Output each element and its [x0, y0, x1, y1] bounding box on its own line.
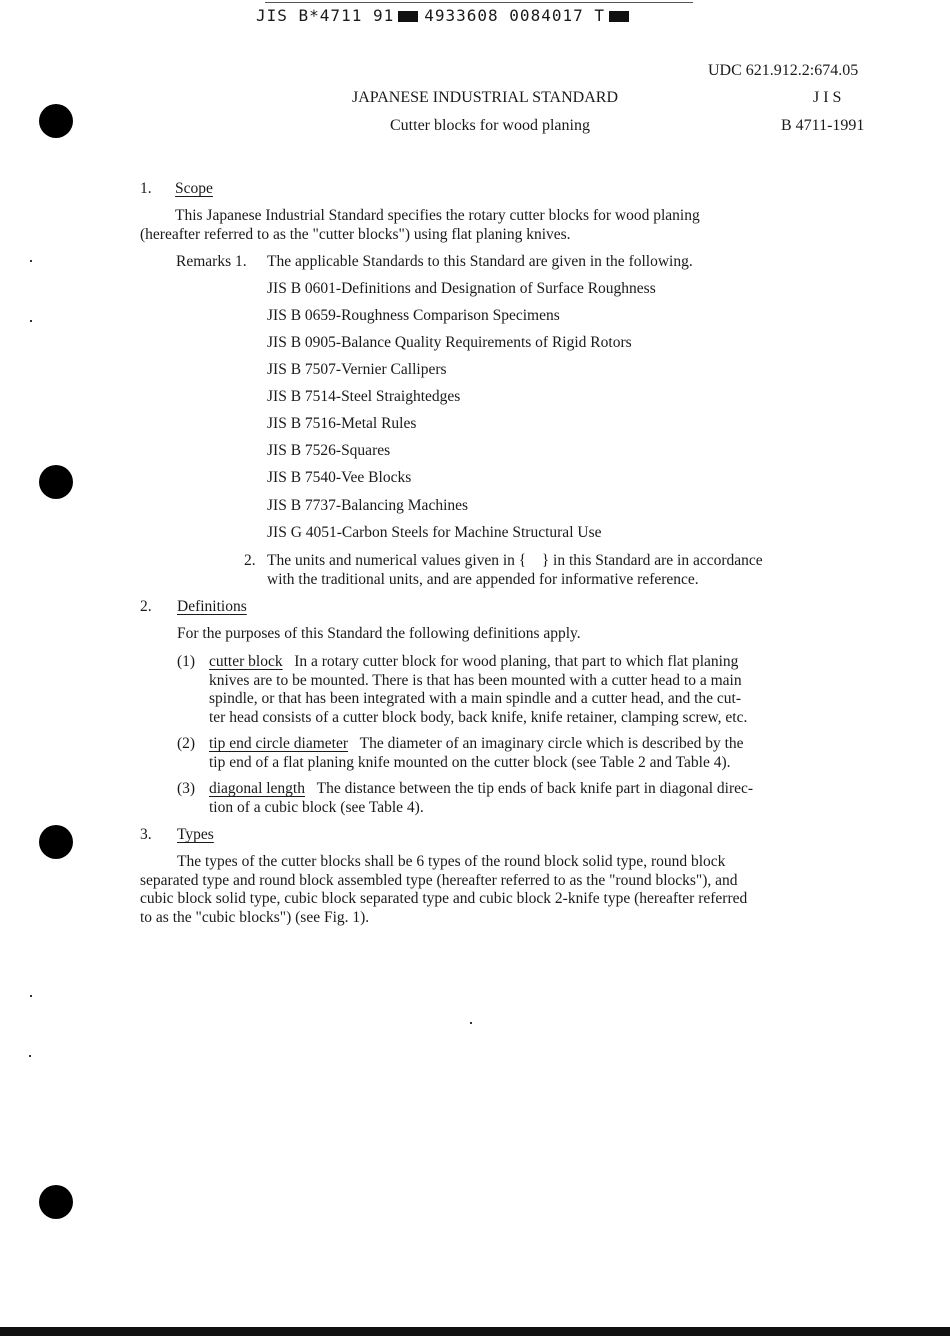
text-line: knives are to be mounted. There is that has been mounted with a cutter head to a main [209, 671, 742, 689]
definition-number: (3) [177, 780, 196, 797]
code-line-text: JIS B*4711 91 [256, 6, 395, 25]
jis-mark: J I S [813, 89, 842, 106]
text-line: tip end of a flat planing knife mounted on the cutter block (see Table 2 and Table 4). [209, 753, 731, 771]
standard-ref: JIS B 7507-Vernier Callipers [267, 361, 447, 378]
types-paragraph [140, 853, 747, 927]
text-line: tion of a cubic block (see Table 4). [209, 798, 424, 816]
udc-number: UDC 621.912.2:674.05 [708, 62, 859, 79]
section-heading-definitions: Definitions [177, 598, 247, 615]
punch-hole [39, 465, 73, 499]
top-rule [265, 2, 693, 3]
definition-item [209, 735, 744, 772]
standard-ref: JIS B 7737-Balancing Machines [267, 497, 469, 514]
remarks-label: Remarks 1. [176, 253, 247, 270]
punch-hole [39, 104, 73, 138]
standard-ref: JIS B 7516-Metal Rules [267, 415, 417, 432]
text-line: with the traditional units, and are appended for informative reference. [267, 570, 699, 588]
text-line: (hereafter referred to as the "cutter blocks") using flat planing knives. [140, 225, 571, 243]
page-title: Cutter blocks for wood planing [390, 117, 590, 134]
scan-speck [30, 995, 32, 997]
text-line: separated type and round block assembled type (hereafter referred to as the "round blocks"), and [140, 871, 738, 889]
code-numbers: 4933608 0084017 T [424, 6, 605, 25]
definition-number: (2) [177, 735, 196, 752]
code-block-mark [398, 11, 418, 22]
definition-text: In a rotary cutter block for wood planing, that part to which flat planing [294, 653, 739, 670]
scan-speck [470, 1022, 472, 1024]
definition-number: (1) [177, 653, 196, 670]
definition-item [209, 780, 753, 817]
standard-number: B 4711-1991 [781, 117, 865, 134]
scan-speck [30, 260, 32, 262]
document-code-line [256, 6, 635, 25]
text-line [209, 653, 747, 672]
section-number: 3. [140, 826, 152, 843]
text-line [209, 780, 753, 799]
standard-ref: JIS G 4051-Carbon Steels for Machine Structural Use [267, 524, 602, 541]
standard-ref: JIS B 0659-Roughness Comparison Specimens [267, 307, 560, 324]
punch-hole [39, 825, 73, 859]
text-line: cubic block solid type, cubic block separated type and cubic block 2-knife type (hereafter referred [140, 890, 748, 907]
definition-term: diagonal length [209, 780, 305, 797]
definition-term: tip end circle diameter [209, 735, 349, 752]
definition-term: cutter block [209, 653, 283, 670]
scan-speck [30, 320, 32, 322]
definition-text: The distance between the tip ends of back knife part in diagonal direc- [316, 780, 754, 797]
text-line [209, 735, 744, 754]
standard-ref: JIS B 7514-Steel Straightedges [267, 388, 461, 405]
text-line: This Japanese Industrial Standard specifies the rotary cutter blocks for wood planing [175, 207, 700, 224]
text-line: The types of the cutter blocks shall be 6 types of the round block solid type, round block [177, 853, 726, 870]
section-number: 1. [140, 180, 152, 197]
definitions-intro: For the purposes of this Standard the following definitions apply. [177, 625, 581, 642]
code-block-mark [609, 11, 629, 22]
remark-2-text [267, 552, 763, 589]
section-heading-scope: Scope [175, 180, 213, 197]
standard-ref: JIS B 7526-Squares [267, 442, 391, 459]
text-line: The units and numerical values given in { } in this Standard are in accordance [267, 552, 763, 569]
remark-number: 2. [244, 552, 256, 569]
text-line: spindle, or that has been integrated with a main spindle and a cutter head, and the cut- [209, 690, 741, 707]
text-line: ter head consists of a cutter block body, back knife, knife retainer, clamping screw, etc. [209, 708, 748, 726]
standard-ref: JIS B 7540-Vee Blocks [267, 469, 412, 486]
definition-text: The diameter of an imaginary circle which is described by the [359, 735, 744, 752]
section-heading-types: Types [177, 826, 214, 843]
standard-ref: JIS B 0905-Balance Quality Requirements of Rigid Rotors [267, 334, 632, 351]
section-number: 2. [140, 598, 152, 615]
standard-org: JAPANESE INDUSTRIAL STANDARD [352, 89, 618, 106]
scan-speck [29, 1055, 31, 1057]
punch-hole [39, 1185, 73, 1219]
text-line: to as the "cubic blocks") (see Fig. 1). [140, 908, 370, 926]
bottom-rule [0, 1327, 950, 1336]
definition-item [209, 653, 747, 727]
standard-ref: JIS B 0601-Definitions and Designation of Surface Roughness [267, 280, 656, 297]
scope-paragraph [140, 207, 700, 244]
remarks-text: The applicable Standards to this Standard are given in the following. [267, 253, 693, 270]
